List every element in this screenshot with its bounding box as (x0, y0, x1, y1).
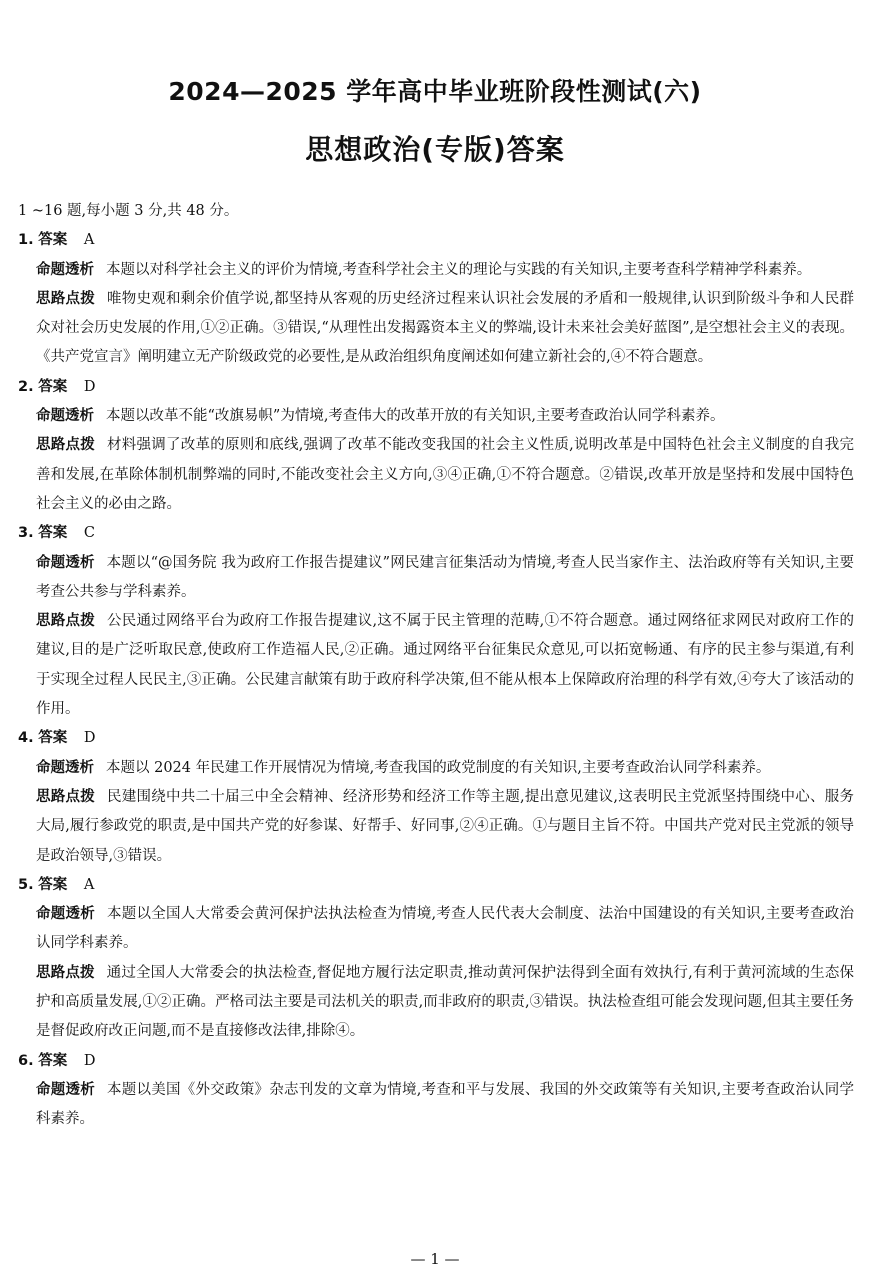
answer-letter: C (83, 525, 95, 542)
question-number: 5. (18, 876, 34, 893)
analysis-label: 命题透析 (36, 261, 94, 278)
analysis-paragraph (36, 900, 854, 959)
scoring-intro: 1 ~16 题,每小题 3 分,共 48 分。 (18, 203, 239, 219)
analysis-label: 命题透析 (36, 408, 94, 425)
hint-paragraph (36, 607, 854, 724)
analysis-text: 本题以“@国务院 我为政府工作报告提建议”网民建言征集活动为情境,考查人民当家作主、法治政府等有关知识,主要考查公共参与学科素养。 (36, 554, 855, 600)
answer-letter: D (83, 378, 96, 395)
analysis-text: 本题以全国人大常委会黄河保护法执法检查为情境,考查人民代表大会制度、法治中国建设的有关知识,主要考查政治认同学科素养。 (36, 906, 855, 952)
analysis-text: 本题以 2024 年民建工作开展情况为情境,考查我国的政党制度的有关知识,主要考查政治认同学科素养。 (106, 759, 771, 776)
hint-paragraph (36, 783, 854, 871)
answer-content (18, 197, 854, 1135)
answer-label: 答案 (38, 525, 68, 542)
hint-label: 思路点拨 (36, 437, 96, 454)
question-block (18, 1047, 854, 1135)
analysis-label: 命题透析 (36, 1081, 96, 1098)
hint-text: 材料强调了改革的原则和底线,强调了改革不能改变我国的社会主义性质,说明改革是中国特色社会主义制度的自我完善和发展,在革除体制机制弊端的同时,不能改变社会主义方向,③④正确,①不符合题意。②错误,改革开放是坚持和发展中国特色社会主义的必由之路。 (36, 437, 855, 512)
answer-line (18, 226, 854, 255)
exam-title: 2024—2025 学年高中毕业班阶段性测试(六) (168, 77, 702, 106)
question-block (18, 519, 854, 724)
question-number: 3. (18, 525, 34, 542)
hint-label: 思路点拨 (36, 788, 96, 805)
answer-label: 答案 (38, 876, 68, 893)
hint-paragraph (36, 285, 854, 373)
answer-letter: D (83, 730, 96, 747)
hint-text: 通过全国人大常委会的执法检查,督促地方履行法定职责,推动黄河保护法得到全面有效执行,有利于黄河流域的生态保护和高质量发展,①②正确。严格司法主要是司法机关的职责,而非政府的职责,③错误。执法检查组可能会发现问题,但其主要任务是督促政府改正问题,而不是直接修改法律,排除④。 (36, 964, 854, 1040)
answer-label: 答案 (38, 232, 68, 249)
answer-label: 答案 (38, 1052, 68, 1069)
hint-label: 思路点拨 (36, 964, 95, 981)
hint-label: 思路点拨 (36, 290, 96, 307)
answer-letter: A (83, 876, 95, 893)
question-block (18, 373, 854, 519)
question-block (18, 226, 854, 372)
answer-line (18, 724, 854, 753)
question-number: 4. (18, 730, 34, 747)
answer-label: 答案 (38, 730, 68, 747)
answer-line (18, 373, 854, 402)
analysis-paragraph (36, 754, 854, 783)
analysis-label: 命题透析 (36, 906, 96, 923)
answer-line (18, 519, 854, 548)
answer-line (18, 871, 854, 900)
answer-letter: A (83, 232, 95, 249)
hint-label: 思路点拨 (36, 613, 96, 630)
question-block (18, 871, 854, 1047)
analysis-label: 命题透析 (36, 759, 94, 776)
analysis-label: 命题透析 (36, 554, 95, 571)
analysis-text: 本题以美国《外交政策》杂志刊发的文章为情境,考查和平与发展、我国的外交政策等有关知识,主要考查政治认同学科素养。 (36, 1081, 855, 1128)
answer-letter: D (83, 1052, 96, 1069)
answer-label: 答案 (38, 378, 68, 395)
question-number: 6. (18, 1052, 34, 1069)
question-number: 1. (18, 232, 34, 249)
analysis-text: 本题以改革不能“改旗易帜”为情境,考查伟大的改革开放的有关知识,主要考查政治认同学科素养。 (106, 408, 725, 425)
hint-paragraph (36, 959, 854, 1047)
answer-line (18, 1047, 854, 1076)
analysis-paragraph (36, 549, 854, 608)
question-number: 2. (18, 378, 34, 395)
hint-text: 公民通过网络平台为政府工作报告提建议,这不属于民主管理的范畴,①不符合题意。通过网络征求网民对政府工作的建议,目的是广泛听取民意,使政府工作造福人民,②正确。通过网络平台征集民众意见,可以拓宽畅通、有序的民主参与渠道,有利于实现全过程人民民主,③正确。公民建言献策有助于政府科学决策,但不能从根本上保障政府治理的科学有效,④夸大了该活动的作用。 (36, 613, 855, 718)
analysis-paragraph (36, 402, 854, 431)
page-number: — 1 — (410, 1250, 460, 1268)
hint-paragraph (36, 431, 854, 519)
exam-subtitle: 思想政治(专版)答案 (305, 133, 565, 166)
analysis-paragraph (36, 256, 854, 285)
hint-text: 民建围绕中共二十届三中全会精神、经济形势和经济工作等主题,提出意见建议,这表明民主党派坚持围绕中心、服务大局,履行参政党的职责,是中国共产党的好参谋、好帮手、好同事,②④正确。①与题目主旨不符。中国共产党对民主党派的领导是政治领导,③错误。 (36, 788, 855, 864)
question-block (18, 724, 854, 870)
analysis-text: 本题以对科学社会主义的评价为情境,考查科学社会主义的理论与实践的有关知识,主要考查科学精神学科素养。 (106, 261, 812, 278)
hint-text: 唯物史观和剩余价值学说,都坚持从客观的历史经济过程来认识社会发展的矛盾和一般规律,认识到阶级斗争和人民群众对社会历史发展的作用,①②正确。③错误,“从理性出发揭露资本主义的弊端,设计未来社会美好蓝图”,是空想社会主义的表现。《共产党宣言》阐明建立无产阶级政党的必要性,是从政治组织角度阐述如何建立新社会的,④不符合题意。 (36, 290, 855, 366)
analysis-paragraph (36, 1076, 854, 1135)
